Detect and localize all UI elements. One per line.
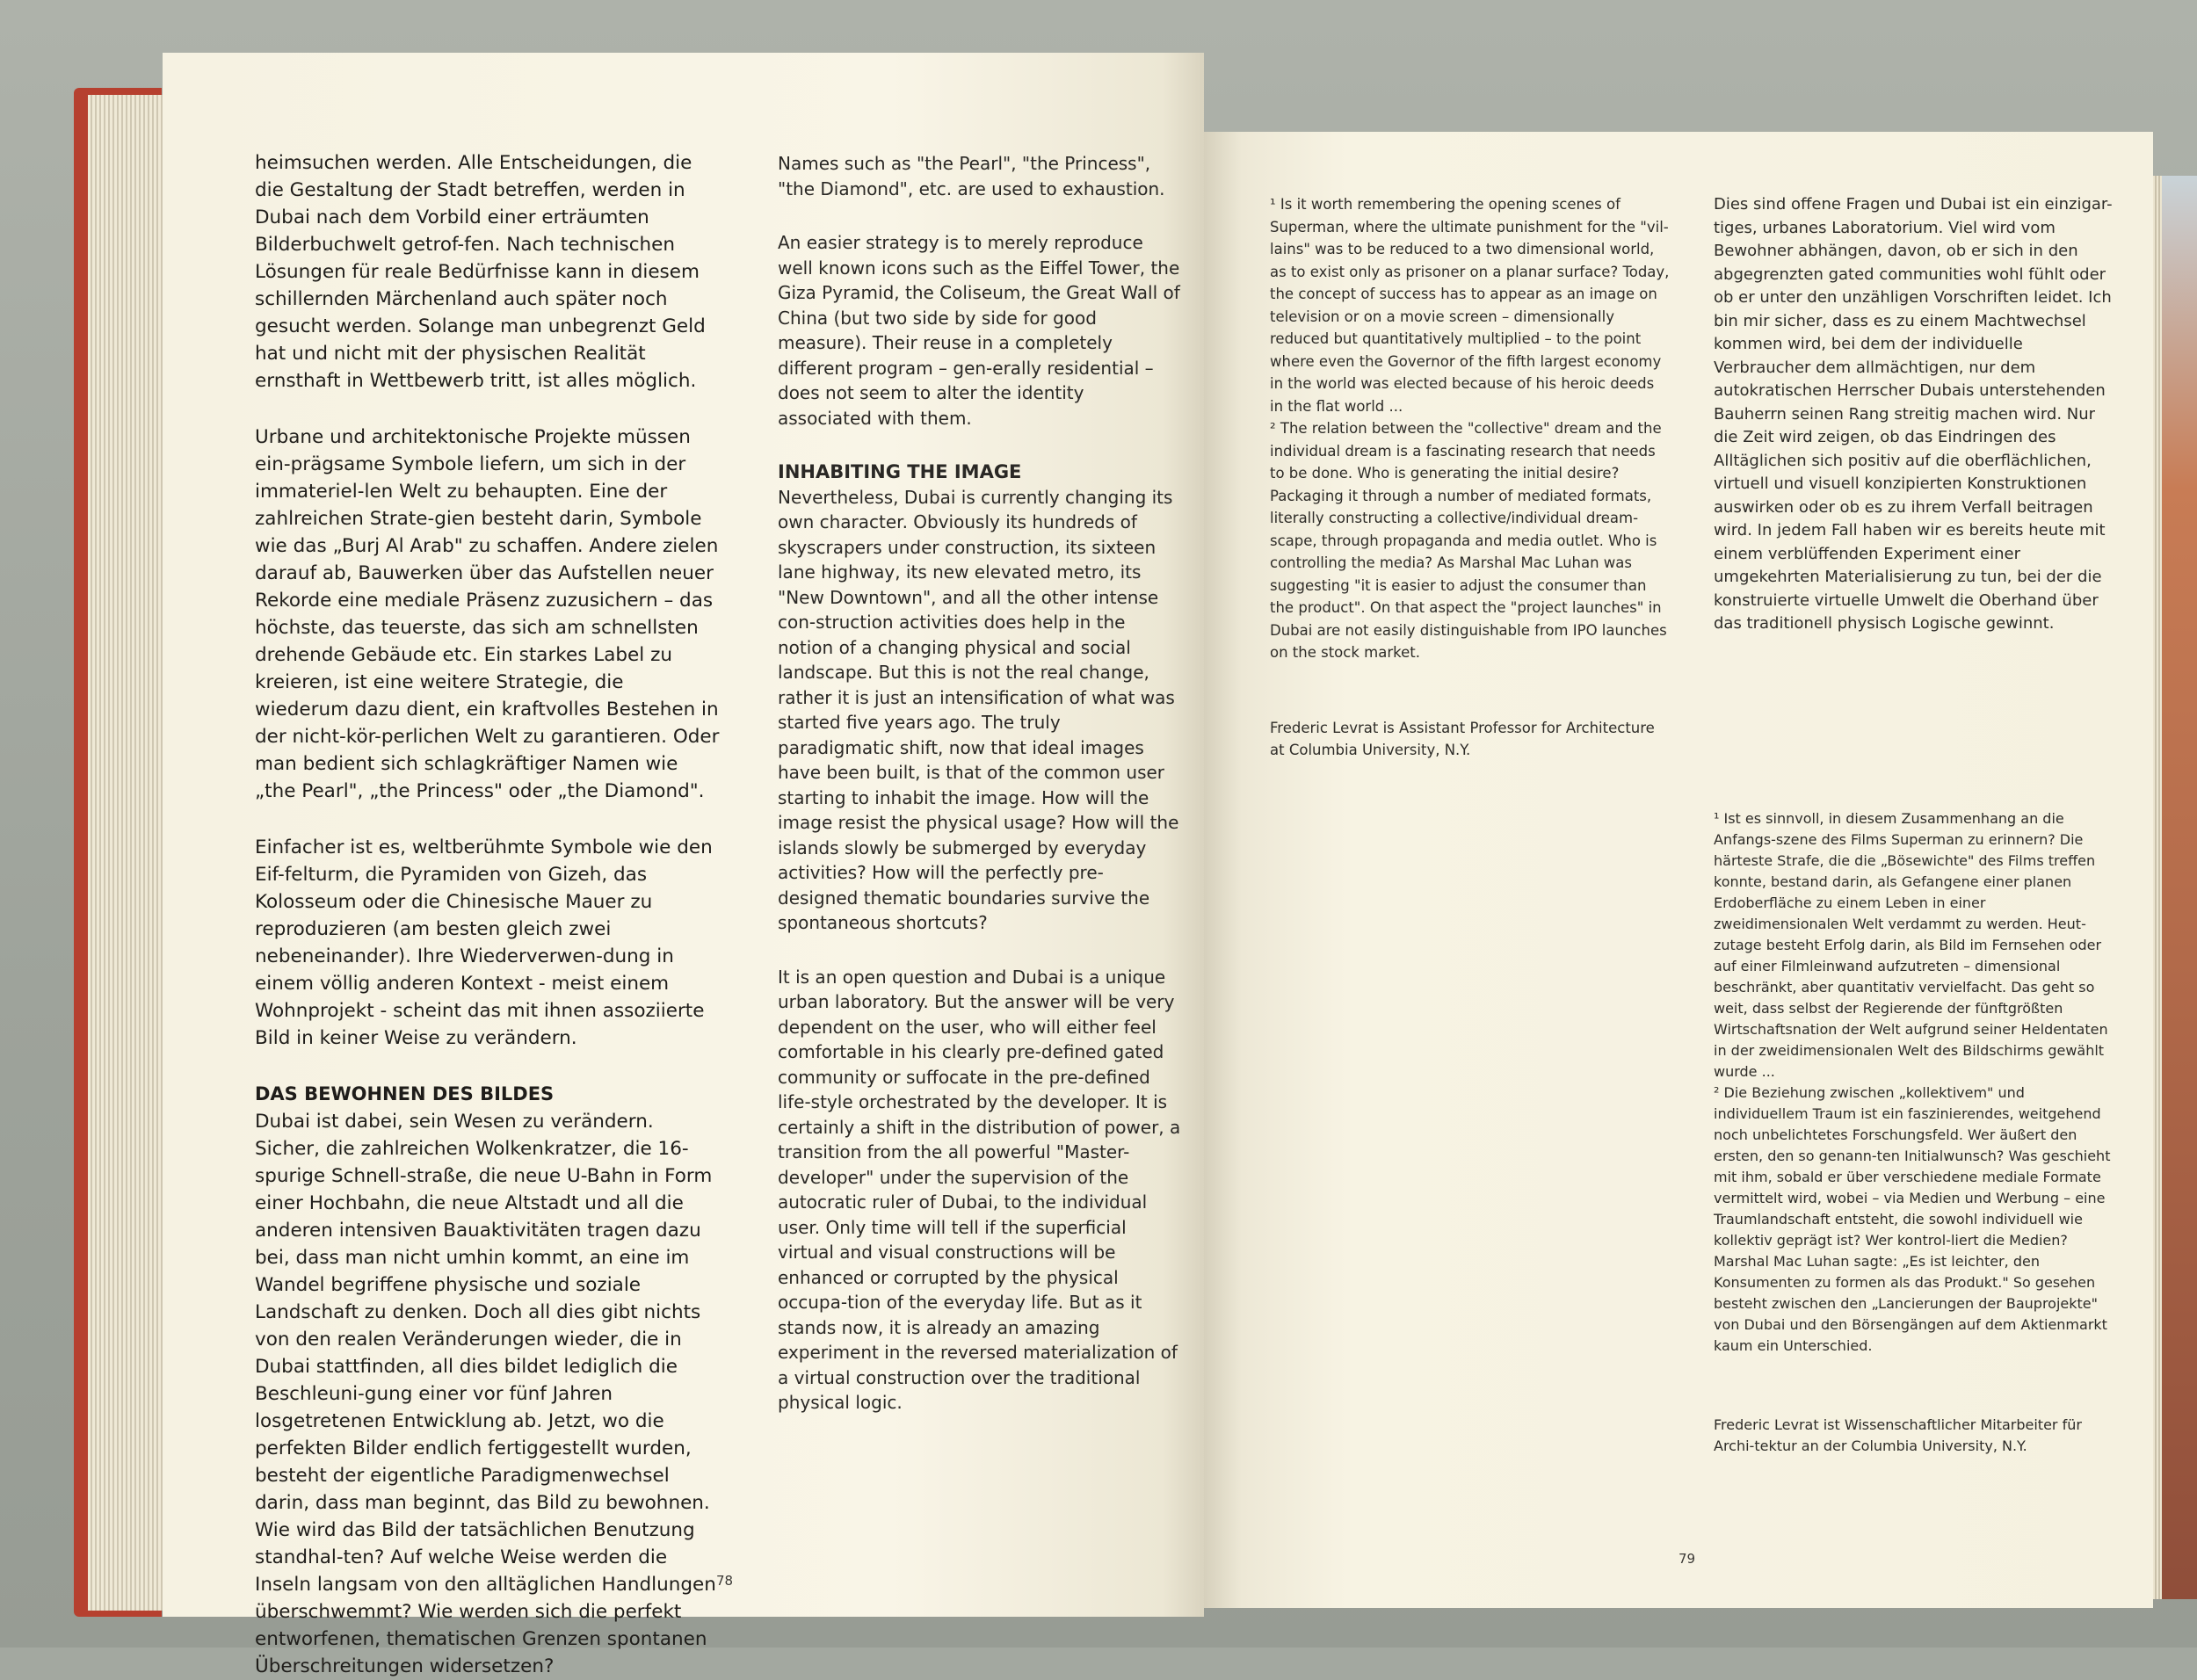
paragraph: It is an open question and Dubai is a unique urban laboratory. But the answer will be very dependent on the user, who will either feel comfortable in his clearly pre-defined gated community or suffocate in the pre-defined life-style orchestrated by the developer. It is certainly a shift in the distribution of power, a transition from the all powerful "Master-developer" under the supervision of the autocratic ruler of Dubai, to the individual user. Only time will tell if the superficial virtual and visual constructions will be enhanced or corrupted by the physical occupa-tion of the everyday life. But as it stands now, it is already an amazing experiment in the reversed materialization of a virtual construction over the traditional physical logic.: [778, 966, 1181, 1413]
section-heading: INHABITING THE IMAGE: [778, 461, 1022, 482]
right-page: [1204, 132, 2153, 1608]
paragraph: An easier strategy is to merely reproduce well known icons such as the Eiffel Tower, the Giza Pyramid, the Coliseum, the Great Wall of China (but two side by side for good measure). Their reuse in a completely different program – gen-erally residential – does not seem to alter the identity associated with them.: [778, 232, 1180, 429]
paragraph: Urbane und architektonische Projekte müssen ein-prägsame Symbole liefern, um sich in der immateriel-len Welt zu behaupten. Eine der zahlreichen Strate-gien besteht darin, Symbole wie das „Burj Al Arab" zu schaffen. Andere zielen darauf ab, Bauwerken über das Aufstellen neuer Rekorde eine mediale Präsenz zuzusichern – das höchste, das teuerste, das sich am schnellsten drehende Gebäude etc. Ein starkes Label zu kreieren, ist eine weitere Strategie, die wiederum dazu dient, ein kraftvolles Bestehen in der nicht-kör-perlichen Welt zu garantieren. Oder man bedient sich schlagkräftiger Namen wie „the Pearl", „the Princess" oder „the Diamond".: [255, 426, 720, 802]
author-bio: Frederic Levrat ist Wissenschaftlicher Mitarbeiter für Archi-tektur an der Columbia University, N.Y.: [1714, 1416, 2082, 1454]
footnote: ² The relation between the "collective" dream and the individual dream is a fascinating research that needs to be done. Who is generating the initial desire? Packaging it through a number of mediated formats, literally constructing a collective/individual dream-scape, through propaganda and media outlet. Who is controlling the media? As Marshal Mac Luhan was suggesting "it is easier to adjust the consumer than the product". On that aspect the "project launches" in Dubai are not easily distinguishable from IPO launches on the stock market.: [1270, 420, 1667, 661]
footnote: ¹ Ist es sinnvoll, in diesem Zusammenhang an die Anfangs-szene des Films Superman zu erinnern? Die härteste Strafe, die die „Bösewichte" des Films treffen konnte, bestand darin, als Gefangene einer planen Erdoberfläche zu einem Leben in einer zweidimensionalen Welt verdammt zu werden. Heut-zutage besteht Erfolg darin, als Bild im Fernsehen oder auf einer Filmleinwand aufzutreten – dimensional beschränkt, aber quantitativ vervielfacht. Das geht so weit, dass selbst der Regierende der fünftgrößten Wirtschaftsnation der Welt aufgrund seiner Heldentaten in der zweidimensionalen Welt des Bildschirms gewählt wurde ...: [1714, 810, 2108, 1080]
left-page: [163, 53, 1204, 1677]
page-number: 79: [1679, 1551, 1696, 1567]
paragraph: Nevertheless, Dubai is currently changing its own character. Obviously its hundreds of skyscrapers under construction, its sixteen lane highway, its new elevated metro, its "New Downtown", and all the other intense con-struction activities does help in the notion of a changing physical and social landscape. But this is not the real change, rather it is just an intensification of what was started five years ago. The truly paradigmatic shift, now that ideal images have been built, is that of the common user starting to inhabit the image. How will the image resist the physical usage? How will the islands slowly be submerged by everyday activities? How will the perfectly pre-designed thematic boundaries survive the spontaneous shortcuts?: [778, 486, 1179, 933]
section-heading: DAS BEWOHNEN DES BILDES: [255, 1083, 555, 1104]
right-column-german: [1714, 193, 2114, 636]
paragraph: Einfacher ist es, weltberühmte Symbole wie den Eif-felturm, die Pyramiden von Gizeh, das Kolosseum oder die Chinesische Mauer zu reproduzieren (am besten gleich zwei nebeneinander). Ihre Wiederverwen-dung in einem völlig anderen Kontext - meist einem Wohnprojekt - scheint das mit ihnen assoziierte Bild in keiner Weise zu verändern.: [255, 836, 713, 1049]
page-number: 78: [716, 1573, 734, 1589]
page-edges-left: [88, 95, 167, 1611]
left-column-german: [255, 149, 721, 1680]
footnotes-english: [1270, 193, 1670, 762]
footnote: ¹ Is it worth remembering the opening scenes of Superman, where the ultimate punishment for the "vil-lains" was to be reduced to a two dimensional world, as to exist only as prisoner on a planar surface? Today, the concept of success has to appear as an image on television or on a movie screen – dimensionally reduced but quantitatively multiplied – to the point where even the Governor of the fifth largest economy in the world was elected because of his heroic deeds in the flat world ...: [1270, 196, 1670, 415]
paragraph: Names such as "the Pearl", "the Princess", "the Diamond", etc. are used to exhaustion.: [778, 153, 1165, 199]
paragraph: heimsuchen werden. Alle Entscheidungen, die die Gestaltung der Stadt betreffen, werden in Dubai nach dem Vorbild einer erträumten Bilderbuchwelt getrof-fen. Nach technischen Lösungen für reale Bedürfnisse kann in diesem schillernden Märchenland auch später noch gesucht werden. Solange man unbegrenzt Geld hat und nicht mit der physischen Realität ernsthaft in Wettbewerb tritt, ist alles möglich.: [255, 152, 706, 392]
paragraph: Dubai ist dabei, sein Wesen zu verändern. Sicher, die zahlreichen Wolkenkratzer, die 16-spurige Schnell-straße, die neue U-Bahn in Form einer Hochbahn, die neue Altstadt und all die anderen intensiven Bauaktivitäten tragen dazu bei, dass man nicht umhin kommt, an eine im Wandel begriffene physische und soziale Landschaft zu denken. Doch all dies gibt nichts von den realen Veränderungen wieder, die in Dubai stattfinden, all dies bildet lediglich die Beschleuni-gung einer vor fünf Jahren losgetretenen Entwicklung ab. Jetzt, wo die perfekten Bilder endlich fertiggestellt wurden, besteht der eigentliche Paradigmenwechsel darin, dass man beginnt, das Bild zu bewohnen. Wie wird das Bild der tatsächlichen Benutzung standhal-ten? Auf welche Weise werden die Inseln langsam von den alltäglichen Handlungen überschwemmt? Wie werden sich die perfekt entworfenen, thematischen Grenzen spontanen Überschreitungen widersetzen?: [255, 1111, 716, 1677]
right-column-english: [778, 151, 1182, 1416]
footnote: ² Die Beziehung zwischen „kollektivem" und individuellem Traum ist ein faszinierendes, weitgehend noch unbelichtetes Forschungsfeld. Wer äußert den ersten, den so genann-ten Initialwunsch? Was geschieht mit ihm, sobald er über verschiedene mediale Formate vermittelt wird, wobei – via Medien und Werbung – eine Traumlandschaft entsteht, die sowohl individuell wie kollektiv geprägt ist? Wer kontrol-liert die Medien? Marshal Mac Luhan sagte: „Es ist leichter, den Konsumenten zu formen als das Produkt." So gesehen besteht zwischen den „Lancierungen der Bauprojekte" von Dubai und den Börsengängen auf dem Aktienmarkt kaum ein Unterschied.: [1714, 1084, 2111, 1354]
paragraph: Dies sind offene Fragen und Dubai ist ein einzigar-tiges, urbanes Laboratorium. Viel wird vom Bewohner abhängen, davon, ob er sich in den abgegrenzten gated communities wohl fühlt oder ob er unter den unzähligen Vorschriften leidet. Ich bin mir sicher, dass es zu einem Machtwechsel kommen wird, bei dem der individuelle Verbraucher dem allmächtigen, nur dem autokratischen Herrscher Dubais unterstehenden Bauherrn seinen Rang streitig machen wird. Nur die Zeit wird zeigen, ob das Eindringen des Alltäglichen sich positiv auf die oberflächlichen, virtuell und visuell konzipierten Konstruktionen auswirken oder ob es zu ihrem Verfall beitragen wird. In jedem Fall haben wir es bereits heute mit einem verblüffenden Experiment einer umgekehrten Materialisierung zu tun, bei der die konstruierte virtuelle Umwelt die Oberhand über das traditionell physisch Logische gewinnt.: [1714, 195, 2113, 633]
footnotes-german: [1714, 808, 2114, 1457]
author-bio: Frederic Levrat is Assistant Professor for Architecture at Columbia University, N.Y.: [1270, 719, 1655, 758]
